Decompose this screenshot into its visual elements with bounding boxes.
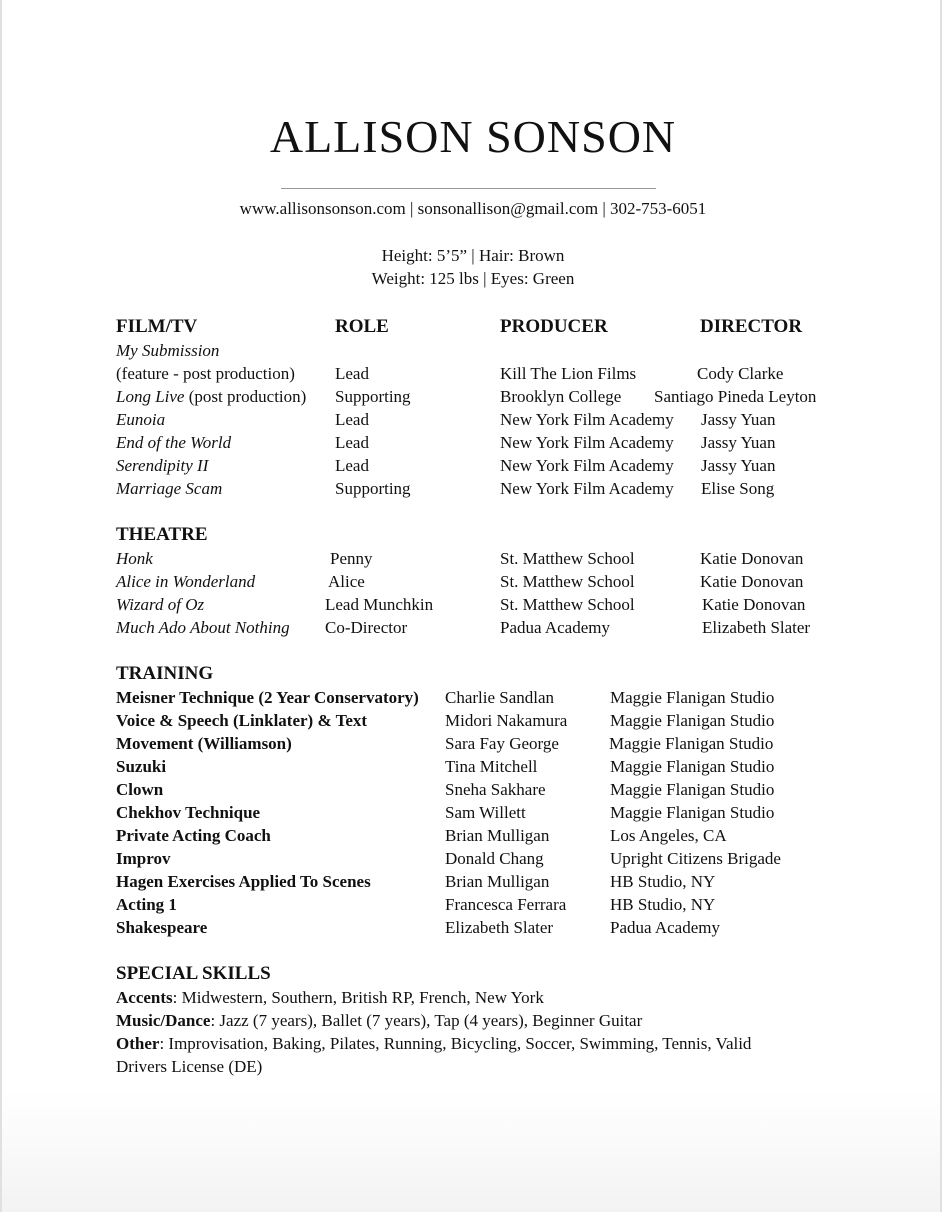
film-director: Cody Clarke: [697, 364, 784, 383]
film-title: Marriage Scam: [116, 479, 223, 498]
film-role: Lead: [335, 433, 369, 452]
training-course: Private Acting Coach: [116, 826, 271, 845]
film-director: Jassy Yuan: [701, 456, 776, 475]
accents-value: : Midwestern, Southern, British RP, French, New York: [172, 988, 544, 1007]
theatre-role: Penny: [330, 549, 373, 568]
other-label: Other: [116, 1034, 160, 1053]
film-row-long-live: [116, 387, 306, 407]
film-director: Jassy Yuan: [701, 433, 776, 452]
training-course: Shakespeare: [116, 918, 208, 937]
training-teacher: Brian Mulligan: [445, 872, 550, 891]
film-subtitle: (feature - post production): [116, 364, 295, 383]
training-course: Voice & Speech (Linklater) & Text: [116, 711, 368, 730]
theatre-director: Katie Donovan: [702, 595, 806, 614]
theatre-title: Much Ado About Nothing: [116, 618, 290, 637]
theatre-venue: St. Matthew School: [500, 572, 635, 591]
film-role: Supporting: [335, 387, 411, 406]
training-course: Improv: [116, 849, 171, 868]
film-producer: Brooklyn College: [500, 387, 622, 406]
film-director: Santiago Pineda Leyton: [654, 387, 817, 406]
film-title: My Submission: [116, 341, 220, 360]
film-director: Jassy Yuan: [701, 410, 776, 429]
film-producer: New York Film Academy: [500, 456, 674, 475]
role-heading: ROLE: [335, 316, 389, 337]
training-school: Maggie Flanigan Studio: [610, 780, 775, 799]
music-dance-label: Music/Dance: [116, 1011, 211, 1030]
training-teacher: Tina Mitchell: [445, 757, 538, 776]
theatre-director: Elizabeth Slater: [702, 618, 811, 637]
film-role: Lead: [335, 364, 369, 383]
training-course: Meisner Technique (2 Year Conservatory): [116, 688, 419, 707]
film-producer: Kill The Lion Films: [500, 364, 637, 383]
training-course: Clown: [116, 780, 164, 799]
director-heading: DIRECTOR: [700, 316, 803, 337]
film-tv-heading: FILM/TV: [116, 316, 198, 337]
training-course: Acting 1: [116, 895, 177, 914]
producer-heading: PRODUCER: [500, 316, 608, 337]
training-course: Hagen Exercises Applied To Scenes: [116, 872, 371, 891]
theatre-title: Honk: [116, 549, 153, 568]
theatre-title: Wizard of Oz: [116, 595, 205, 614]
training-teacher: Elizabeth Slater: [445, 918, 554, 937]
theatre-heading: THEATRE: [116, 524, 208, 545]
film-role: Lead: [335, 456, 369, 475]
film-title: Eunoia: [116, 410, 166, 429]
theatre-role: Lead Munchkin: [325, 595, 434, 614]
training-school: HB Studio, NY: [610, 895, 716, 914]
theatre-director: Katie Donovan: [700, 572, 804, 591]
resume-page: [2, 0, 940, 1212]
training-teacher: Brian Mulligan: [445, 826, 550, 845]
film-title: Serendipity II: [116, 456, 209, 475]
film-producer: New York Film Academy: [500, 410, 674, 429]
theatre-venue: St. Matthew School: [500, 595, 635, 614]
accents-line: [116, 988, 544, 1008]
theatre-venue: St. Matthew School: [500, 549, 635, 568]
film-title: End of the World: [116, 433, 232, 452]
theatre-director: Katie Donovan: [700, 549, 804, 568]
training-school: Maggie Flanigan Studio: [610, 711, 775, 730]
training-school: Los Angeles, CA: [610, 826, 727, 845]
other-value: : Improvisation, Baking, Pilates, Running, Bicycling, Soccer, Swimming, Tennis, Valid: [159, 1034, 752, 1053]
accents-label: Accents: [116, 988, 173, 1007]
training-course: Movement (Williamson): [116, 734, 292, 753]
training-course: Suzuki: [116, 757, 167, 776]
theatre-role: Alice: [328, 572, 365, 591]
stats-line-1: Height: 5’5” | Hair: Brown: [381, 246, 565, 265]
other-line-2: Drivers License (DE): [116, 1057, 263, 1076]
film-director: Elise Song: [701, 479, 775, 498]
theatre-venue: Padua Academy: [500, 618, 610, 637]
film-role: Lead: [335, 410, 369, 429]
training-course: Chekhov Technique: [116, 803, 261, 822]
training-teacher: Donald Chang: [445, 849, 544, 868]
music-dance-line: [116, 1011, 642, 1031]
film-producer: New York Film Academy: [500, 433, 674, 452]
training-teacher: Sara Fay George: [445, 734, 559, 753]
training-heading: TRAINING: [116, 663, 214, 684]
training-school: Maggie Flanigan Studio: [610, 803, 775, 822]
training-school: Upright Citizens Brigade: [610, 849, 781, 868]
training-teacher: Midori Nakamura: [445, 711, 568, 730]
training-school: Maggie Flanigan Studio: [610, 757, 775, 776]
header-divider: [281, 188, 656, 189]
stats-line-2: Weight: 125 lbs | Eyes: Green: [371, 269, 575, 288]
training-school: Padua Academy: [610, 918, 720, 937]
theatre-title: Alice in Wonderland: [116, 572, 256, 591]
training-teacher: Francesca Ferrara: [445, 895, 567, 914]
other-line: [116, 1034, 751, 1054]
contact-line: www.allisonsonson.com | sonsonallison@gmail.com | 302-753-6051: [239, 199, 707, 218]
theatre-role: Co-Director: [325, 618, 408, 637]
special-skills-heading: SPECIAL SKILLS: [116, 963, 271, 984]
training-teacher: Sam Willett: [445, 803, 526, 822]
film-note: (post production): [184, 387, 307, 406]
film-role: Supporting: [335, 479, 411, 498]
music-dance-value: : Jazz (7 years), Ballet (7 years), Tap (4 years), Beginner Guitar: [210, 1011, 643, 1030]
training-school: Maggie Flanigan Studio: [610, 688, 775, 707]
film-producer: New York Film Academy: [500, 479, 674, 498]
training-teacher: Sneha Sakhare: [445, 780, 546, 799]
resume-name: ALLISON SONSON: [269, 111, 677, 162]
training-teacher: Charlie Sandlan: [445, 688, 555, 707]
training-school: HB Studio, NY: [610, 872, 716, 891]
film-title: Long Live: [116, 387, 185, 406]
training-school: Maggie Flanigan Studio: [609, 734, 774, 753]
